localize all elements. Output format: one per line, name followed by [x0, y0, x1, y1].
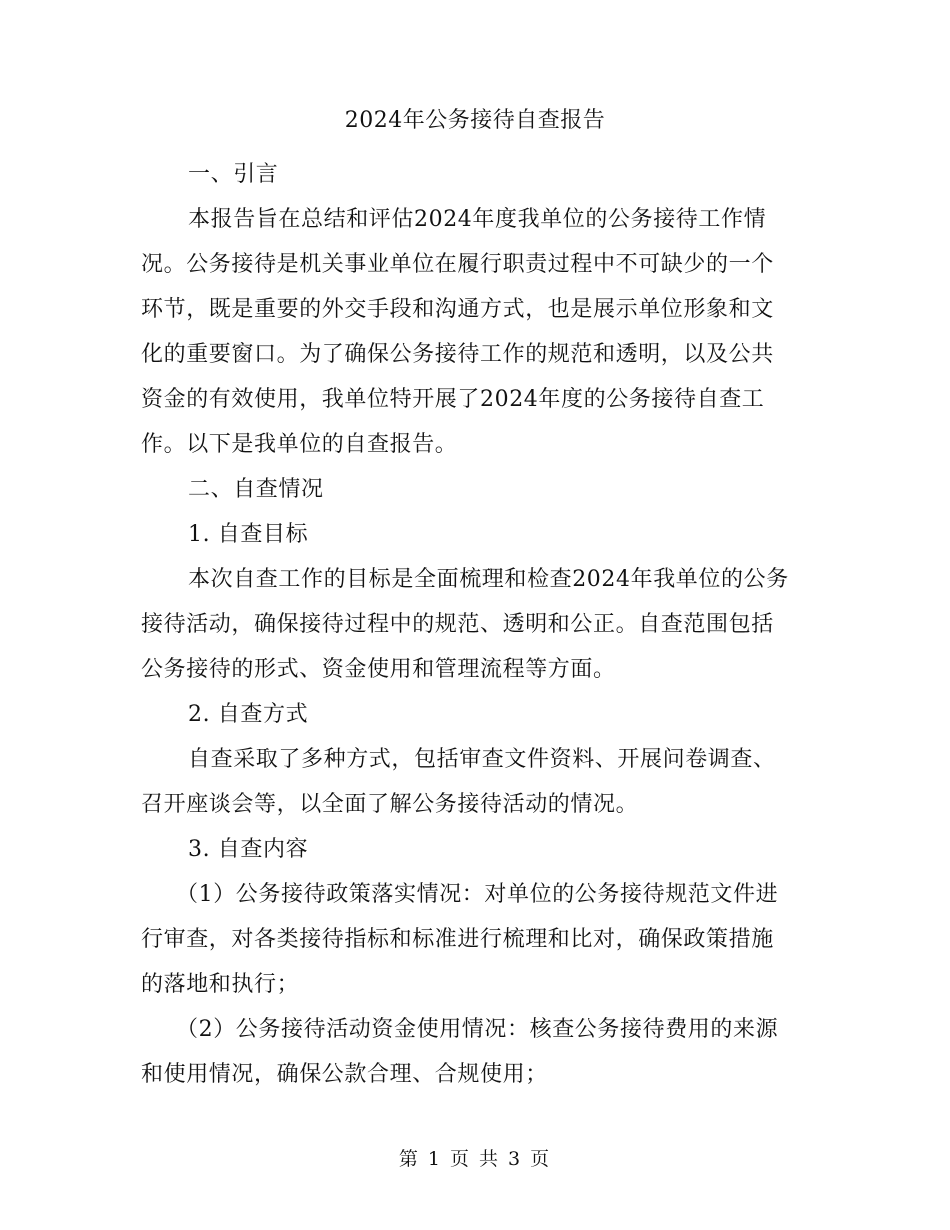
section-heading-self-check: 二、自查情况: [188, 477, 324, 502]
paragraph-line: 作。以下是我单位的自查报告。: [141, 432, 458, 457]
list-item-line: 的落地和执行；: [141, 972, 300, 997]
page-footer: 第 1 页 共 3 页: [398, 1148, 552, 1170]
subheading-content: 3. 自查内容: [188, 837, 309, 862]
paragraph-line: 本报告旨在总结和评估2024年度我单位的公务接待工作情: [188, 207, 767, 232]
paragraph-line: 自查采取了多种方式，包括审查文件资料、开展问卷调查、: [188, 747, 776, 772]
section-heading-intro: 一、引言: [188, 162, 279, 187]
list-item-line: 和使用情况，确保公款合理、合规使用；: [141, 1062, 548, 1087]
subheading-method: 2. 自查方式: [188, 702, 309, 727]
subheading-goal: 1. 自查目标: [188, 522, 309, 547]
paragraph-line: 况。公务接待是机关事业单位在履行职责过程中不可缺少的一个: [141, 252, 774, 277]
paragraph-line: 环节，既是重要的外交手段和沟通方式，也是展示单位形象和文: [141, 297, 774, 322]
paragraph-line: 化的重要窗口。为了确保公务接待工作的规范和透明，以及公共: [141, 342, 774, 367]
list-item-line: （2）公务接待活动资金使用情况：核查公务接待费用的来源: [176, 1017, 779, 1042]
paragraph-line: 接待活动，确保接待过程中的规范、透明和公正。自查范围包括: [141, 612, 774, 637]
paragraph-line: 公务接待的形式、资金使用和管理流程等方面。: [141, 657, 616, 682]
paragraph-line: 资金的有效使用，我单位特开展了2024年度的公务接待自查工: [141, 387, 765, 412]
document-body: [141, 152, 809, 1097]
paragraph-line: 本次自查工作的目标是全面梳理和检查2024年我单位的公务: [188, 567, 789, 592]
list-item-line: （1）公务接待政策落实情况：对单位的公务接待规范文件进: [176, 882, 779, 907]
list-item-line: 行审查，对各类接待指标和标准进行梳理和比对，确保政策措施: [141, 927, 774, 952]
paragraph-line: 召开座谈会等，以全面了解公务接待活动的情况。: [141, 792, 639, 817]
document-title: 2024年公务接待自查报告: [344, 108, 606, 133]
